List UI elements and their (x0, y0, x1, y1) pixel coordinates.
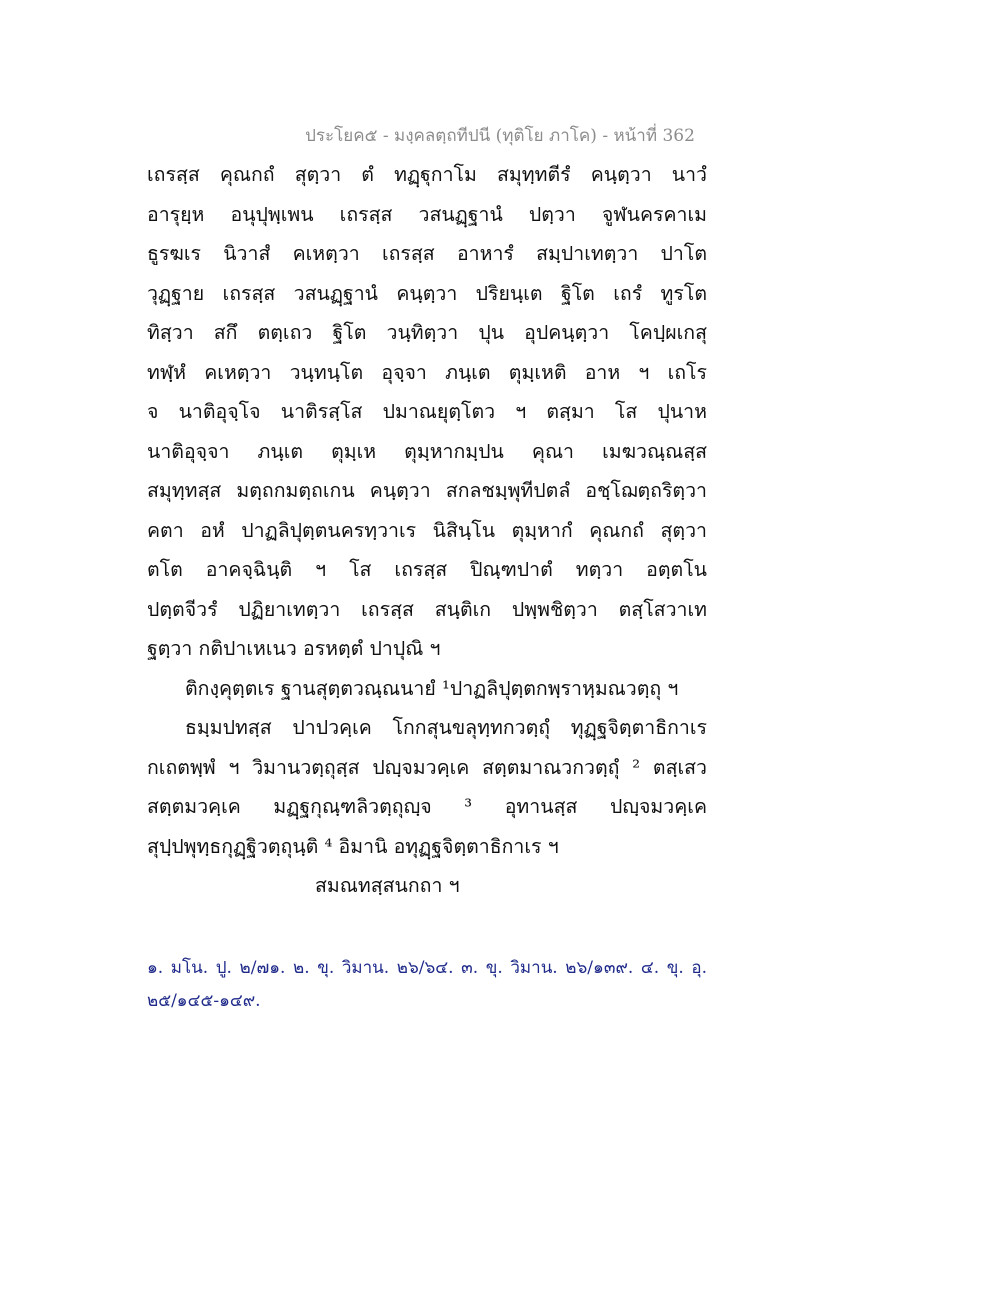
body-line: ทิสฺวา สกึ ตตฺเถว ฐิโต วนฺทิตฺวา ปุน อุปคนฺตฺวา โคปฺผเกสุ (147, 321, 707, 344)
footnotes (147, 952, 707, 1018)
footnote-line: ๒๕/๑๔๕-๑๔๙. (147, 991, 261, 1011)
body-line: สตฺตมวคฺเค มฏฺฐกุณฺฑลิวตฺถุญฺจ ³ อุทานสฺส ปญฺจมวคฺเค (147, 795, 707, 818)
running-head: ประโยค๕ - มงฺคลตฺถทีปนี (ทุติโย ภาโค) - หน้าที่ 362 (305, 126, 695, 146)
body-line: กเถตพฺพํ ฯ วิมานวตฺถุสฺส ปญฺจมวคฺเค สตฺตมาณวกวตฺถุํ ² ตสฺเสว (147, 755, 707, 779)
body-line: สุปฺปพุทฺธกุฏฺฐิวตฺถุนฺติ ⁴ อิมานิ อทุฏฺฐจิตฺตาธิกาเร ฯ (147, 834, 559, 858)
body-line: ฐตฺวา กติปาเหเนว อรหตฺตํ ปาปุณิ ฯ (147, 637, 441, 660)
body-line: ธูรฆเร นิวาสํ คเหตฺวา เถรสฺส อาหารํ สมฺปาเทตฺวา ปาโต (147, 242, 707, 265)
paragraph-start-line: ธมฺมปทสฺส ปาปวคฺเค โกกสุนขลุทฺทกวตฺถุํ ทุฏฺฐจิตฺตาธิกาเร (185, 716, 707, 739)
body-text (147, 158, 707, 909)
footnote-line: ๑. มโน. ปู. ๒/๗๑. ๒. ขุ. วิมาน. ๒๖/๖๔. ๓. ขุ. วิมาน. ๒๖/๑๓๙. ๔. ขุ. อุ. (147, 958, 707, 978)
body-line: ปตฺตจีวรํ ปฏิยาเทตฺวา เถรสฺส สนฺติเก ปพฺพชิตฺวา ตสฺโสวาเท (147, 597, 707, 621)
body-line: จ นาติอุจฺโจ นาติรสฺโส ปมาณยุตฺโตว ฯ ตสฺมา โส ปุนาห (147, 400, 707, 423)
body-line: คตา อหํ ปาฏลิปุตฺตนครทฺวาเร นิสินฺโน ตุมฺหากํ คุณกถํ สุตฺวา (147, 518, 707, 542)
body-line: สมุทฺทสฺส มตฺถกมตฺถเกน คนฺตฺวา สกลชมฺพุทีปตลํ อชฺโฌตฺถริตฺวา (147, 479, 707, 502)
body-line: ตโต อาคจฺฉินฺติ ฯ โส เถรสฺส ปิณฺฑปาตํ ทตฺวา อตฺตโน (147, 558, 707, 581)
body-line: ทฬฺหํ คเหตฺวา วนฺทนฺโต อุจฺจา ภนฺเต ตุมฺเหติ อาห ฯ เถโร (147, 360, 707, 384)
paragraph-start-line: ติกงฺคุตฺตเร ฐานสุตฺตวณฺณนายํ ¹ปาฏลิปุตฺตกพฺราหฺมณวตฺถุ ฯ (185, 676, 679, 700)
body-line: วุฏฺฐาย เถรสฺส วสนฏฺฐานํ คนฺตฺวา ปริยนฺเต ฐิโต เถรํ ทูรโต (147, 281, 707, 305)
body-line: เถรสฺส คุณกถํ สุตฺวา ตํ ทฏฺฐุกาโม สมุทฺทตีรํ คนฺตฺวา นาวํ (147, 163, 707, 186)
body-line: นาติอุจฺจา ภนฺเต ตุมฺเห ตุมฺหากมฺปน คุณา เมฆวณฺณสฺส (147, 439, 707, 463)
section-title: สมณทสฺสนกถา ฯ (315, 874, 460, 897)
body-line: อารุยฺห อนุปุพฺเพน เถรสฺส วสนฏฺฐานํ ปตฺวา จูฬนครคาเม (147, 202, 707, 226)
